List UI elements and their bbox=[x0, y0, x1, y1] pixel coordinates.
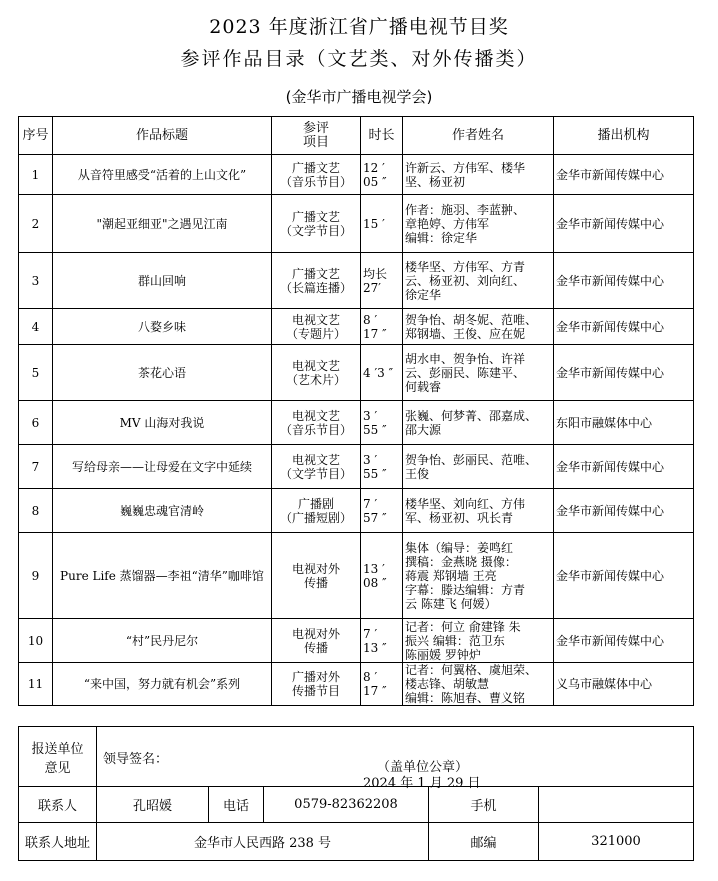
header-category-line1: 参评 bbox=[302, 120, 329, 136]
row-category-line2: （文学节目） bbox=[279, 466, 352, 481]
row-author-line: 楼华坚、刘向红、方伟 bbox=[405, 496, 526, 511]
row-duration-line1: 8 ′ bbox=[363, 312, 378, 327]
row-seq: 4 bbox=[19, 309, 53, 345]
row-category-line2: （长篇连播） bbox=[279, 280, 352, 295]
submitting-organization: (金华市广播电视学会) bbox=[285, 88, 433, 106]
document-subtitle: 参评作品目录（文艺类、对外传播类） bbox=[180, 48, 538, 70]
row-seq: 2 bbox=[19, 195, 53, 253]
row-authors bbox=[403, 663, 554, 706]
row-category-line1: 电视对外 bbox=[291, 561, 340, 576]
row-duration-line1: 12 ′ bbox=[363, 160, 385, 175]
row-category-line2: （音乐节目） bbox=[279, 422, 352, 437]
contact-name: 孔昭媛 bbox=[97, 787, 209, 823]
mobile-label: 手机 bbox=[429, 787, 539, 823]
row-authors bbox=[403, 309, 554, 345]
row-author-line: 云、杨亚初、刘向红、 bbox=[405, 273, 526, 288]
header-broadcaster: 播出机构 bbox=[554, 117, 694, 155]
submission-date: 2024 年 1 月 29 日 bbox=[363, 775, 481, 791]
address-value: 金华市人民西路 238 号 bbox=[97, 823, 429, 861]
row-broadcaster: 金华市新闻传媒中心 bbox=[554, 155, 694, 195]
row-category bbox=[272, 195, 361, 253]
row-author-line: 楼志锋、胡敏慧 bbox=[405, 677, 490, 691]
row-category-line1: 电视文艺 bbox=[291, 452, 340, 467]
row-author-line: 记者：何翼格、虞旭荣、 bbox=[405, 663, 538, 677]
row-category-line2: 传播 bbox=[303, 640, 328, 655]
row-title: “来中国，努力就有机会”系列 bbox=[53, 663, 272, 706]
row-category bbox=[272, 253, 361, 309]
row-broadcaster: 金华市新闻传媒中心 bbox=[554, 195, 694, 253]
row-duration-line1: 7 ′ bbox=[363, 496, 378, 511]
row-author-line: 王俊 bbox=[405, 466, 430, 481]
row-author-line: 编辑：陈旭春、曹义铭 bbox=[405, 691, 526, 705]
row-title: 八婺乡味 bbox=[53, 309, 272, 345]
row-title: Pure Life 蒸馏器—李祖“清华”咖啡馆 bbox=[53, 533, 272, 619]
row-category-line1: 广播文艺 bbox=[291, 266, 340, 281]
row-duration-line2: 05 ″ bbox=[363, 174, 387, 189]
table-row bbox=[19, 401, 694, 445]
row-authors bbox=[403, 533, 554, 619]
table-row bbox=[19, 619, 694, 663]
row-author-line: 郑钢墙、王俊、应在妮 bbox=[405, 326, 526, 341]
row-duration-line1: 8 ′ bbox=[363, 670, 378, 684]
table-body bbox=[19, 155, 694, 706]
submit-label-line2: 意见 bbox=[44, 760, 71, 776]
row-seq: 10 bbox=[19, 619, 53, 663]
table-row bbox=[19, 155, 694, 195]
row-broadcaster: 金华市新闻传媒中心 bbox=[554, 619, 694, 663]
row-author-line: 编辑：徐定华 bbox=[405, 230, 478, 245]
row-category bbox=[272, 663, 361, 706]
postcode-value: 321000 bbox=[539, 823, 694, 861]
row-duration bbox=[361, 663, 403, 706]
header-category-line2: 项目 bbox=[302, 134, 329, 150]
row-duration-line2: 55 ″ bbox=[363, 466, 387, 481]
row-seq: 9 bbox=[19, 533, 53, 619]
footer-table bbox=[18, 726, 694, 861]
row-authors bbox=[403, 619, 554, 663]
row-duration-line2: 17 ″ bbox=[363, 684, 387, 698]
phone-label: 电话 bbox=[209, 787, 264, 823]
row-broadcaster: 金华市新闻传媒中心 bbox=[554, 309, 694, 345]
row-seq: 7 bbox=[19, 445, 53, 489]
row-duration bbox=[361, 253, 403, 309]
row-category-line2: 传播节目 bbox=[291, 684, 340, 698]
mobile-number bbox=[539, 787, 694, 823]
row-title: MV 山海对我说 bbox=[53, 401, 272, 445]
row-author-line: 集体（编导：姜鸣红 bbox=[405, 540, 514, 555]
row-category-line1: 电视对外 bbox=[291, 626, 340, 641]
entries-table bbox=[18, 116, 694, 706]
row-duration-line2: 55 ″ bbox=[363, 422, 387, 437]
row-category-line1: 电视文艺 bbox=[291, 358, 340, 373]
row-duration-line2: 17 ″ bbox=[363, 326, 387, 341]
row-authors bbox=[403, 345, 554, 401]
table-row bbox=[19, 345, 694, 401]
row-author-line: 云 陈建飞 何媛） bbox=[405, 596, 497, 611]
row-title: 写给母亲——让母爱在文字中延续 bbox=[53, 445, 272, 489]
row-duration-line1: 4 ′3 ″ bbox=[363, 365, 394, 380]
row-category-line1: 广播文艺 bbox=[291, 160, 340, 175]
row-seq: 1 bbox=[19, 155, 53, 195]
row-category-line2: 传播 bbox=[303, 575, 328, 590]
row-broadcaster: 金华市新闻传媒中心 bbox=[554, 345, 694, 401]
row-category-line2: （专题片） bbox=[285, 326, 346, 341]
row-authors bbox=[403, 155, 554, 195]
row-seq: 8 bbox=[19, 489, 53, 533]
row-title: 群山回响 bbox=[53, 253, 272, 309]
row-duration bbox=[361, 401, 403, 445]
row-authors bbox=[403, 195, 554, 253]
row-duration bbox=[361, 489, 403, 533]
row-author-line: 胡水申、贺争怡、许祥 bbox=[405, 351, 526, 366]
row-author-line: 徐定华 bbox=[405, 287, 442, 302]
row-category-line2: （广播短剧） bbox=[279, 510, 352, 525]
row-author-line: 撰稿：金燕晓 摄像： bbox=[405, 554, 517, 569]
row-category bbox=[272, 401, 361, 445]
row-author-line: 何载睿 bbox=[405, 379, 442, 394]
row-category bbox=[272, 345, 361, 401]
row-author-line: 记者：何立 俞建锋 朱 bbox=[405, 619, 521, 634]
row-authors bbox=[403, 401, 554, 445]
postcode-label: 邮编 bbox=[429, 823, 539, 861]
row-category bbox=[272, 489, 361, 533]
header-authors: 作者姓名 bbox=[403, 117, 554, 155]
row-category-line1: 广播文艺 bbox=[291, 209, 340, 224]
row-duration bbox=[361, 533, 403, 619]
row-authors bbox=[403, 445, 554, 489]
row-author-line: 邵大源 bbox=[405, 422, 442, 437]
row-category bbox=[272, 533, 361, 619]
row-title: "潮起亚细亚"之遇见江南 bbox=[53, 195, 272, 253]
row-author-line: 云、彭丽民、陈建平、 bbox=[405, 365, 526, 380]
row-broadcaster: 金华市新闻传媒中心 bbox=[554, 445, 694, 489]
row-duration bbox=[361, 155, 403, 195]
contact-label: 联系人 bbox=[19, 787, 97, 823]
row-broadcaster: 金华市新闻传媒中心 bbox=[554, 253, 694, 309]
header-category bbox=[272, 117, 361, 155]
leader-signature-label: 领导签名： bbox=[103, 751, 169, 767]
row-duration-line1: 均长 bbox=[363, 266, 388, 281]
document-title: 2023 年度浙江省广播电视节目奖 bbox=[209, 16, 509, 38]
row-author-line: 振兴 编辑：范卫东 bbox=[405, 633, 505, 648]
row-duration bbox=[361, 619, 403, 663]
header-seq: 序号 bbox=[19, 117, 53, 155]
row-duration bbox=[361, 309, 403, 345]
header-title: 作品标题 bbox=[53, 117, 272, 155]
row-author-line: 坚、杨亚初 bbox=[405, 174, 466, 189]
row-duration-line1: 7 ′ bbox=[363, 626, 378, 641]
row-seq: 6 bbox=[19, 401, 53, 445]
table-row bbox=[19, 309, 694, 345]
row-category-line2: （文学节目） bbox=[279, 223, 352, 238]
row-author-line: 字幕：滕达编辑：方青 bbox=[405, 582, 526, 597]
row-title: “村”民丹尼尔 bbox=[53, 619, 272, 663]
row-title: 从音符里感受“活着的上山文化” bbox=[53, 155, 272, 195]
row-category-line1: 广播剧 bbox=[297, 496, 334, 511]
row-duration bbox=[361, 195, 403, 253]
row-category bbox=[272, 619, 361, 663]
row-category-line1: 电视文艺 bbox=[291, 312, 340, 327]
row-broadcaster: 金华市新闻传媒中心 bbox=[554, 489, 694, 533]
seal-note: （盖单位公章） bbox=[377, 759, 469, 775]
row-author-line: 许新云、方伟军、楼华 bbox=[405, 160, 526, 175]
row-authors bbox=[403, 253, 554, 309]
row-duration-line1: 15 ′ bbox=[363, 216, 385, 231]
row-seq: 11 bbox=[19, 663, 53, 706]
submit-opinion-cell bbox=[97, 727, 694, 791]
row-duration bbox=[361, 345, 403, 401]
row-seq: 3 bbox=[19, 253, 53, 309]
table-row bbox=[19, 533, 694, 619]
row-category-line1: 电视文艺 bbox=[291, 408, 340, 423]
row-duration-line1: 3 ′ bbox=[363, 452, 378, 467]
row-author-line: 贺争怡、彭丽民、范唯、 bbox=[405, 452, 538, 467]
row-category bbox=[272, 155, 361, 195]
row-duration-line2: 27′ bbox=[363, 280, 381, 295]
row-author-line: 蒋震 郑钢墙 王亮 bbox=[405, 568, 497, 583]
table-row bbox=[19, 195, 694, 253]
table-row bbox=[19, 253, 694, 309]
row-category-line2: （艺术片） bbox=[285, 372, 346, 387]
row-category bbox=[272, 445, 361, 489]
row-author-line: 张巍、何梦菁、邵嘉成、 bbox=[405, 408, 538, 423]
row-title: 茶花心语 bbox=[53, 345, 272, 401]
table-row bbox=[19, 489, 694, 533]
row-broadcaster: 金华市新闻传媒中心 bbox=[554, 533, 694, 619]
row-author-line: 贺争怡、胡冬妮、范唯、 bbox=[405, 312, 538, 327]
row-author-line: 楼华坚、方伟军、方青 bbox=[405, 259, 526, 274]
row-duration-line1: 13 ′ bbox=[363, 561, 385, 576]
row-title: 巍巍忠魂官清岭 bbox=[53, 489, 272, 533]
row-author-line: 章艳婷、方伟军 bbox=[405, 216, 490, 231]
row-duration-line2: 13 ″ bbox=[363, 640, 387, 655]
submit-opinion-label bbox=[19, 727, 97, 787]
row-duration-line2: 08 ″ bbox=[363, 575, 387, 590]
row-category bbox=[272, 309, 361, 345]
table-row bbox=[19, 445, 694, 489]
row-category-line2: （音乐节目） bbox=[279, 174, 352, 189]
row-duration bbox=[361, 445, 403, 489]
row-author-line: 陈丽媛 罗钟炉 bbox=[405, 647, 481, 662]
row-authors bbox=[403, 489, 554, 533]
table-header-row bbox=[19, 117, 694, 155]
phone-number: 0579-82362208 bbox=[264, 787, 429, 823]
row-seq: 5 bbox=[19, 345, 53, 401]
row-duration-line1: 3 ′ bbox=[363, 408, 378, 423]
row-category-line1: 广播对外 bbox=[291, 670, 340, 684]
table-row bbox=[19, 663, 694, 706]
address-label: 联系人地址 bbox=[19, 823, 97, 861]
submit-label-line1: 报送单位 bbox=[31, 741, 84, 757]
row-author-line: 军、杨亚初、巩长青 bbox=[405, 510, 514, 525]
row-broadcaster: 东阳市融媒体中心 bbox=[554, 401, 694, 445]
header-duration: 时长 bbox=[361, 117, 403, 155]
row-author-line: 作者：施羽、李蓝翀、 bbox=[405, 202, 526, 217]
row-broadcaster: 义乌市融媒体中心 bbox=[554, 663, 694, 706]
row-duration-line2: 57 ″ bbox=[363, 510, 387, 525]
